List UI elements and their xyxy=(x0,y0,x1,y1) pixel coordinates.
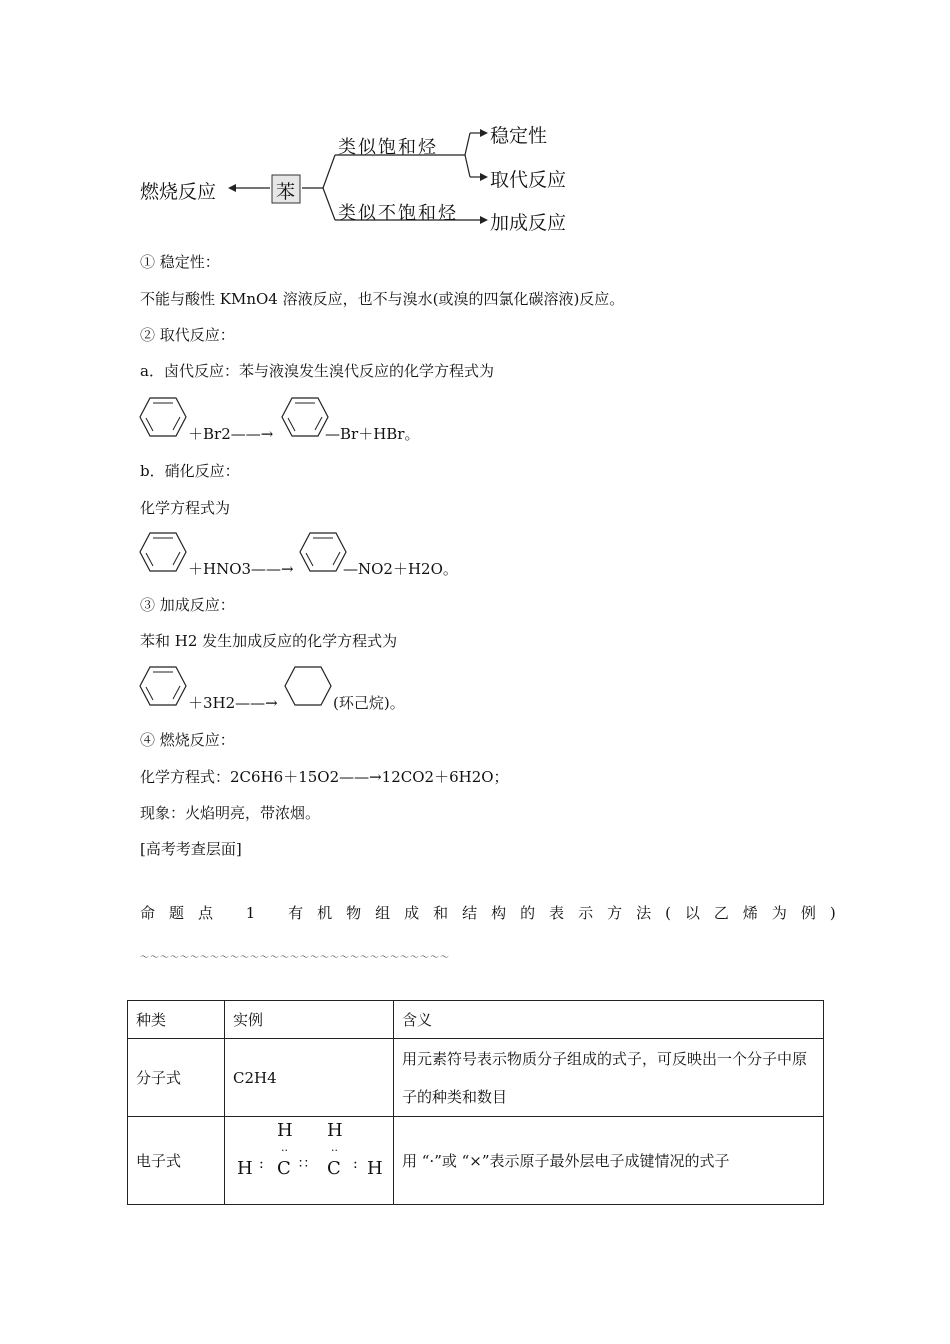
cyclohexane-ring-icon xyxy=(283,665,333,707)
diagram-branch-top: 类似饱和烃 xyxy=(338,137,438,158)
eq2-products: —NO2＋H2O。 xyxy=(343,560,458,578)
eq2-reactants: ＋HNO3——→ xyxy=(188,560,294,578)
diagram-branch-bottom: 类似不饱和烃 xyxy=(338,203,458,224)
diagram-left-label: 燃烧反应 xyxy=(140,181,217,203)
electron-formula-cell xyxy=(225,1117,394,1205)
nitration-text: 化学方程式为 xyxy=(140,499,231,517)
eq3-reactants: ＋3H2——→ xyxy=(188,694,278,712)
electron-pair: : xyxy=(353,1155,358,1172)
diagram-out-addition: 加成反应 xyxy=(490,212,567,234)
atom-h: H xyxy=(277,1119,293,1141)
row-meaning: 用 “·”或 “×”表示原子最外层电子成键情况的式子 xyxy=(394,1117,824,1205)
row-kind: 分子式 xyxy=(128,1039,225,1117)
header-meaning: 含义 xyxy=(394,1001,824,1039)
stability-text: 不能与酸性 KMnO4 溶液反应，也不与溴水(或溴的四氯化碳溶液)反应。 xyxy=(140,290,625,308)
halogenation-text: a．卤代反应：苯与液溴发生溴代反应的化学方程式为 xyxy=(140,362,494,380)
section-combustion: ④ 燃烧反应： xyxy=(140,731,235,749)
atom-h: H xyxy=(327,1119,343,1141)
row-example: C2H4 xyxy=(225,1039,394,1117)
electron-pairs: ∷ xyxy=(299,1155,308,1172)
combustion-equation: 化学方程式：2C6H6＋15O2——→12CO2＋6H2O； xyxy=(140,768,509,786)
reaction-diagram xyxy=(130,115,600,240)
exam-level-heading: [高考考查层面] xyxy=(140,840,242,858)
section-nitration: b．硝化反应： xyxy=(140,462,240,480)
header-example: 实例 xyxy=(225,1001,394,1039)
topic-title: 命题点 1 有机物组成和结构的表示方法(以乙烯为例) xyxy=(140,904,850,922)
representation-table xyxy=(127,1000,824,1205)
benzene-ring-icon xyxy=(280,396,330,438)
electron-pair: ·· xyxy=(331,1143,338,1157)
combustion-phenomenon: 现象：火焰明亮，带浓烟。 xyxy=(140,804,321,822)
section-addition: ③ 加成反应： xyxy=(140,596,235,614)
atom-c: C xyxy=(277,1157,291,1179)
ethylene-electron-formula xyxy=(229,1118,389,1204)
row-kind: 电子式 xyxy=(128,1117,225,1205)
electron-pair: : xyxy=(259,1155,264,1172)
row-meaning: 用元素符号表示物质分子组成的式子，可反映出一个分子中原子的种类和数目 xyxy=(394,1039,824,1117)
wavy-underline: ～～～～～～～～～～～～～～～～～～～～～～～～～～～～～～～ xyxy=(140,953,451,963)
section-substitution: ② 取代反应： xyxy=(140,326,235,344)
diagram-out-stability: 稳定性 xyxy=(490,125,548,147)
eq1-reactants: ＋Br2——→ xyxy=(188,425,274,443)
section-stability: ① 稳定性： xyxy=(140,253,220,271)
eq3-products: (环己烷)。 xyxy=(333,694,405,712)
diagram-out-substitution: 取代反应 xyxy=(490,169,567,191)
addition-text: 苯和 H2 发生加成反应的化学方程式为 xyxy=(140,632,398,650)
eq1-products: —Br＋HBr。 xyxy=(325,425,420,443)
table-row xyxy=(128,1117,824,1205)
electron-pair: ·· xyxy=(281,1143,288,1157)
header-kind: 种类 xyxy=(128,1001,225,1039)
benzene-ring-icon xyxy=(298,531,348,573)
benzene-ring-icon xyxy=(138,396,188,438)
atom-c: C xyxy=(327,1157,341,1179)
table-row xyxy=(128,1039,824,1117)
benzene-ring-icon xyxy=(138,665,188,707)
atom-h: H xyxy=(237,1157,253,1179)
atom-h: H xyxy=(367,1157,383,1179)
benzene-ring-icon xyxy=(138,531,188,573)
table-header-row xyxy=(128,1001,824,1039)
diagram-center-label: 苯 xyxy=(276,181,296,203)
